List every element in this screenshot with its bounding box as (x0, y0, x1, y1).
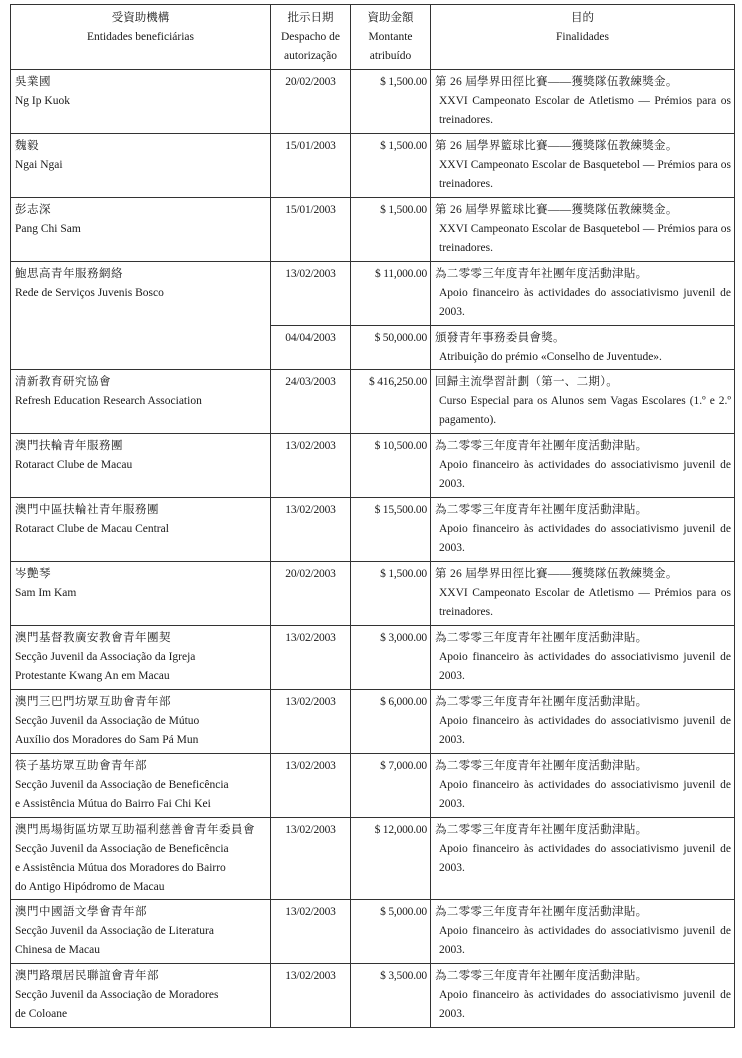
amount-cell: $ 3,500.00 (351, 964, 431, 1028)
entity-name-pt: e Assistência Mútua do Bairro Fai Chi Kei (15, 798, 211, 810)
date-cell: 20/02/2003 (271, 70, 351, 134)
entity-name-pt: Auxílio dos Moradores do Sam Pá Mun (15, 734, 199, 746)
purpose-zh: 為二零零三年度青年社團年度活動津貼。 (435, 906, 648, 918)
entity-cell (11, 754, 271, 818)
entity-name-pt: Chinesa de Macau (15, 944, 100, 956)
purpose-zh: 頒發青年事務委員會獎。 (435, 332, 565, 344)
table-row (11, 198, 735, 262)
purpose-pt: Apoio financeiro às actividades do associativismo juvenil de 2003. (439, 843, 731, 874)
date-cell: 13/02/2003 (271, 434, 351, 498)
purpose-zh: 為二零零三年度青年社團年度活動津貼。 (435, 760, 648, 772)
entity-name-zh: 澳門中區扶輪社青年服務團 (15, 504, 159, 516)
purpose-pt: Apoio financeiro às actividades do associativismo juvenil de 2003. (439, 925, 731, 956)
date-cell: 13/02/2003 (271, 964, 351, 1028)
table-row (11, 626, 735, 690)
entity-name-zh: 澳門中國語文學會青年部 (15, 906, 147, 918)
entity-name-pt: Secção Juvenil da Associação de Mútuo (15, 715, 200, 727)
purpose-zh: 為二零零三年度青年社團年度活動津貼。 (435, 970, 648, 982)
table-row (11, 370, 735, 434)
entity-name-zh: 岑艷琴 (15, 568, 51, 580)
date-cell: 13/02/2003 (271, 900, 351, 964)
entity-name-zh: 澳門扶輪青年服務團 (15, 440, 123, 452)
purpose-zh: 為二零零三年度青年社團年度活動津貼。 (435, 824, 648, 836)
amount-cell: $ 6,000.00 (351, 690, 431, 754)
table-row (11, 690, 735, 754)
amount-cell: $ 1,500.00 (351, 70, 431, 134)
entity-name-pt: Secção Juvenil da Associação de Beneficência (15, 843, 229, 855)
table-row (11, 964, 735, 1028)
entity-name-pt: Ngai Ngai (15, 159, 63, 171)
purpose-cell (431, 900, 735, 964)
purpose-pt: Curso Especial para os Alunos sem Vagas Escolares (1.º e 2.º pagamento). (439, 395, 731, 426)
entity-name-pt: e Assistência Mútua dos Moradores do Bairro (15, 862, 226, 874)
entity-name-zh: 澳門路環居民聯誼會青年部 (15, 970, 159, 982)
table-row (11, 818, 735, 900)
amount-cell: $ 15,500.00 (351, 498, 431, 562)
amount-cell: $ 11,000.00 (351, 262, 431, 326)
date-cell: 20/02/2003 (271, 562, 351, 626)
purpose-zh: 為二零零三年度青年社團年度活動津貼。 (435, 632, 648, 644)
date-cell: 13/02/2003 (271, 754, 351, 818)
entity-name-zh: 筷子基坊眾互助會青年部 (15, 760, 147, 772)
purpose-cell (431, 690, 735, 754)
header-purpose: 目的 Finalidades (431, 5, 735, 70)
subsidy-table (10, 4, 735, 1028)
table-row (11, 134, 735, 198)
purpose-pt: XXVI Campeonato Escolar de Atletismo — Prémios para os treinadores. (439, 95, 731, 126)
purpose-cell (431, 326, 735, 370)
table-row (11, 434, 735, 498)
date-cell: 13/02/2003 (271, 262, 351, 326)
purpose-cell (431, 964, 735, 1028)
table-row (11, 70, 735, 134)
purpose-pt: Apoio financeiro às actividades do associativismo juvenil de 2003. (439, 459, 731, 490)
entity-name-pt: Refresh Education Research Association (15, 395, 202, 407)
entity-name-zh: 澳門三巴門坊眾互助會青年部 (15, 696, 171, 708)
entity-name-zh: 鮑思高青年服務網絡 (15, 268, 123, 280)
purpose-cell (431, 434, 735, 498)
entity-cell (11, 326, 271, 370)
purpose-zh: 第 26 屆學界田徑比賽——獲獎隊伍教練獎金。 (435, 76, 678, 88)
date-cell: 04/04/2003 (271, 326, 351, 370)
purpose-pt: Apoio financeiro às actividades do associativismo juvenil de 2003. (439, 779, 731, 810)
purpose-pt: XXVI Campeonato Escolar de Basquetebol — Prémios para os treinadores. (439, 223, 731, 254)
table-row (11, 262, 735, 326)
purpose-cell (431, 754, 735, 818)
entity-name-pt: Secção Juvenil da Associação de Literatura (15, 925, 214, 937)
date-cell: 15/01/2003 (271, 198, 351, 262)
header-amount: 資助金額 Montante atribuído (351, 5, 431, 70)
entity-name-zh: 吳業國 (15, 76, 51, 88)
purpose-zh: 為二零零三年度青年社團年度活動津貼。 (435, 504, 648, 516)
entity-name-pt: Ng Ip Kuok (15, 95, 70, 107)
purpose-cell (431, 498, 735, 562)
entity-name-pt: Protestante Kwang An em Macau (15, 670, 170, 682)
purpose-zh: 為二零零三年度青年社團年度活動津貼。 (435, 696, 648, 708)
amount-cell: $ 3,000.00 (351, 626, 431, 690)
entity-cell (11, 262, 271, 326)
purpose-pt: Apoio financeiro às actividades do associativismo juvenil de 2003. (439, 715, 731, 746)
entity-cell (11, 370, 271, 434)
amount-cell: $ 416,250.00 (351, 370, 431, 434)
table-row (11, 754, 735, 818)
header-date: 批示日期 Despacho de autorização (271, 5, 351, 70)
entity-cell (11, 434, 271, 498)
entity-cell (11, 626, 271, 690)
date-cell: 15/01/2003 (271, 134, 351, 198)
entity-cell (11, 70, 271, 134)
entity-name-zh: 澳門基督教廣安教會青年團契 (15, 632, 171, 644)
entity-name-pt: Sam Im Kam (15, 587, 77, 599)
amount-cell: $ 10,500.00 (351, 434, 431, 498)
purpose-cell (431, 198, 735, 262)
entity-name-zh: 魏毅 (15, 140, 39, 152)
entity-cell (11, 900, 271, 964)
purpose-zh: 第 26 屆學界田徑比賽——獲獎隊伍教練獎金。 (435, 568, 678, 580)
entity-name-pt: do Antigo Hipódromo de Macau (15, 881, 165, 893)
entity-cell (11, 818, 271, 900)
amount-cell: $ 12,000.00 (351, 818, 431, 900)
entity-name-pt: Secção Juvenil da Associação de Moradores (15, 989, 219, 1001)
purpose-pt: XXVI Campeonato Escolar de Basquetebol — Prémios para os treinadores. (439, 159, 731, 190)
amount-cell: $ 1,500.00 (351, 198, 431, 262)
purpose-pt: Apoio financeiro às actividades do associativismo juvenil de 2003. (439, 651, 731, 682)
entity-name-zh: 彭志深 (15, 204, 51, 216)
purpose-pt: Apoio financeiro às actividades do associativismo juvenil de 2003. (439, 287, 731, 318)
purpose-zh: 為二零零三年度青年社團年度活動津貼。 (435, 268, 648, 280)
purpose-cell (431, 562, 735, 626)
date-cell: 13/02/2003 (271, 818, 351, 900)
table-row (11, 326, 735, 370)
entity-cell (11, 198, 271, 262)
table-row (11, 498, 735, 562)
entity-cell (11, 134, 271, 198)
entity-name-pt: de Coloane (15, 1008, 68, 1020)
date-cell: 13/02/2003 (271, 498, 351, 562)
entity-name-pt: Rotaract Clube de Macau (15, 459, 133, 471)
entity-cell (11, 964, 271, 1028)
document-page (10, 4, 734, 1028)
amount-cell: $ 7,000.00 (351, 754, 431, 818)
table-row (11, 900, 735, 964)
amount-cell: $ 5,000.00 (351, 900, 431, 964)
purpose-cell (431, 818, 735, 900)
date-cell: 13/02/2003 (271, 690, 351, 754)
purpose-cell (431, 370, 735, 434)
amount-cell: $ 1,500.00 (351, 134, 431, 198)
table-row (11, 562, 735, 626)
amount-cell: $ 1,500.00 (351, 562, 431, 626)
header-entities: 受資助機構 Entidades beneficiárias (11, 5, 271, 70)
purpose-zh: 回歸主流學習計劃（第一、二期）。 (435, 376, 619, 388)
purpose-cell (431, 262, 735, 326)
table-header (11, 5, 735, 70)
purpose-pt: Apoio financeiro às actividades do associativismo juvenil de 2003. (439, 523, 731, 554)
date-cell: 13/02/2003 (271, 626, 351, 690)
entity-name-pt: Secção Juvenil da Associação da Igreja (15, 651, 196, 663)
entity-cell (11, 562, 271, 626)
purpose-pt: Atribuição do prémio «Conselho de Juventude». (439, 351, 662, 363)
entity-name-pt: Rotaract Clube de Macau Central (15, 523, 169, 535)
purpose-cell (431, 626, 735, 690)
entity-name-pt: Secção Juvenil da Associação de Beneficência (15, 779, 229, 791)
purpose-cell (431, 134, 735, 198)
purpose-cell (431, 70, 735, 134)
purpose-pt: Apoio financeiro às actividades do associativismo juvenil de 2003. (439, 989, 731, 1020)
entity-name-zh: 澳門馬場街區坊眾互助福利慈善會青年委員會 (15, 824, 255, 836)
purpose-zh: 為二零零三年度青年社團年度活動津貼。 (435, 440, 648, 452)
entity-cell (11, 498, 271, 562)
entity-name-zh: 清新教育研究協會 (15, 376, 111, 388)
entity-name-pt: Pang Chi Sam (15, 223, 81, 235)
entity-name-pt: Rede de Serviços Juvenis Bosco (15, 287, 164, 299)
date-cell: 24/03/2003 (271, 370, 351, 434)
purpose-pt: XXVI Campeonato Escolar de Atletismo — Prémios para os treinadores. (439, 587, 731, 618)
amount-cell: $ 50,000.00 (351, 326, 431, 370)
entity-cell (11, 690, 271, 754)
purpose-zh: 第 26 屆學界籃球比賽——獲獎隊伍教練獎金。 (435, 140, 678, 152)
purpose-zh: 第 26 屆學界籃球比賽——獲獎隊伍教練獎金。 (435, 204, 678, 216)
